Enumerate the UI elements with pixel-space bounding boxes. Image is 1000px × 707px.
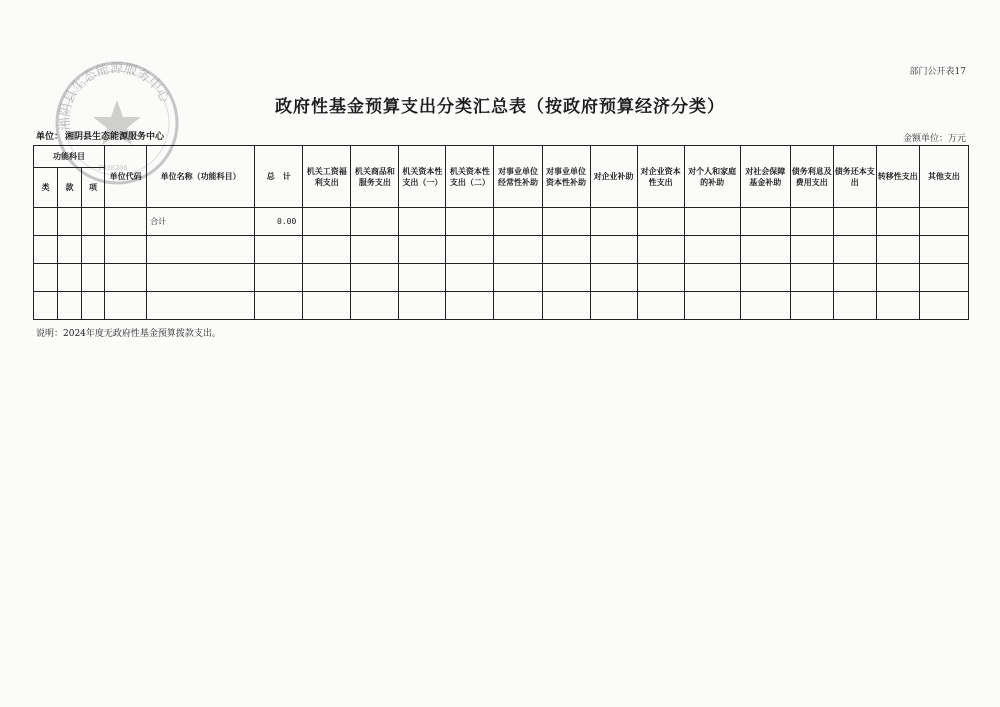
header-unit-code: 单位代码 xyxy=(105,146,147,208)
form-number: 部门公开表17 xyxy=(909,67,966,77)
svg-text:2030206: 2030206 xyxy=(98,164,128,172)
header-econ-0: 机关工资福利支出 xyxy=(303,146,351,208)
header-econ-5: 对事业单位资本性补助 xyxy=(542,146,590,208)
cell-lei xyxy=(34,208,58,236)
header-econ-6: 对企业补助 xyxy=(590,146,637,208)
cell-total xyxy=(255,264,303,292)
cell-name xyxy=(147,292,255,320)
cell-total: 0.00 xyxy=(255,208,303,236)
cell-name: 合计 xyxy=(147,208,255,236)
cell-code xyxy=(105,208,147,236)
cell-code xyxy=(105,236,147,264)
cell-total xyxy=(255,236,303,264)
footnote: 说明：2024年度无政府性基金预算拨款支出。 xyxy=(36,329,221,339)
header-econ-12: 转移性支出 xyxy=(876,146,919,208)
header-econ-10: 债务利息及费用支出 xyxy=(790,146,833,208)
header-econ-1: 机关商品和服务支出 xyxy=(351,146,399,208)
cell-name xyxy=(147,264,255,292)
table-row xyxy=(34,208,969,236)
cell-total xyxy=(255,292,303,320)
cell-xiang xyxy=(82,208,105,236)
cell-kuan xyxy=(58,264,82,292)
header-econ-8: 对个人和家庭的补助 xyxy=(684,146,740,208)
header-func-subject: 功能科目 xyxy=(34,146,105,168)
header-econ-3: 机关资本性支出（二） xyxy=(446,146,494,208)
cell-name xyxy=(147,236,255,264)
header-total: 总 计 xyxy=(255,146,303,208)
table-row xyxy=(34,264,969,292)
header-econ-11: 债务还本支出 xyxy=(833,146,876,208)
cell-xiang xyxy=(82,236,105,264)
cell-code xyxy=(105,292,147,320)
cell-kuan xyxy=(58,208,82,236)
cell-lei xyxy=(34,292,58,320)
budget-table xyxy=(33,145,969,320)
header-econ-9: 对社会保障基金补助 xyxy=(740,146,790,208)
unit-name: 湘阴县生态能源服务中心 xyxy=(65,132,165,142)
cell-kuan xyxy=(58,236,82,264)
header-econ-4: 对事业单位经常性补助 xyxy=(494,146,542,208)
cell-code xyxy=(105,264,147,292)
unit-line xyxy=(36,129,166,142)
table-row xyxy=(34,292,969,320)
page-title: 政府性基金预算支出分类汇总表（按政府预算经济分类） xyxy=(275,97,725,117)
unit-label: 单位： xyxy=(36,132,64,142)
cell-xiang xyxy=(82,264,105,292)
header-econ-13: 其他支出 xyxy=(919,146,968,208)
cell-kuan xyxy=(58,292,82,320)
header-econ-7: 对企业资本性支出 xyxy=(637,146,684,208)
svg-text:湘阴县生态能源服务中心: 湘阴县生态能源服务中心 xyxy=(57,61,173,131)
header-econ-2: 机关资本性支出（一） xyxy=(399,146,446,208)
header-kuan: 款 xyxy=(58,168,82,208)
header-lei: 类 xyxy=(34,168,58,208)
amount-unit: 金额单位：万元 xyxy=(902,134,966,144)
cell-lei xyxy=(34,236,58,264)
table-row xyxy=(34,236,969,264)
header-unit-name: 单位名称（功能科目） xyxy=(147,146,255,208)
cell-xiang xyxy=(82,292,105,320)
cell-lei xyxy=(34,264,58,292)
header-xiang: 项 xyxy=(82,168,105,208)
